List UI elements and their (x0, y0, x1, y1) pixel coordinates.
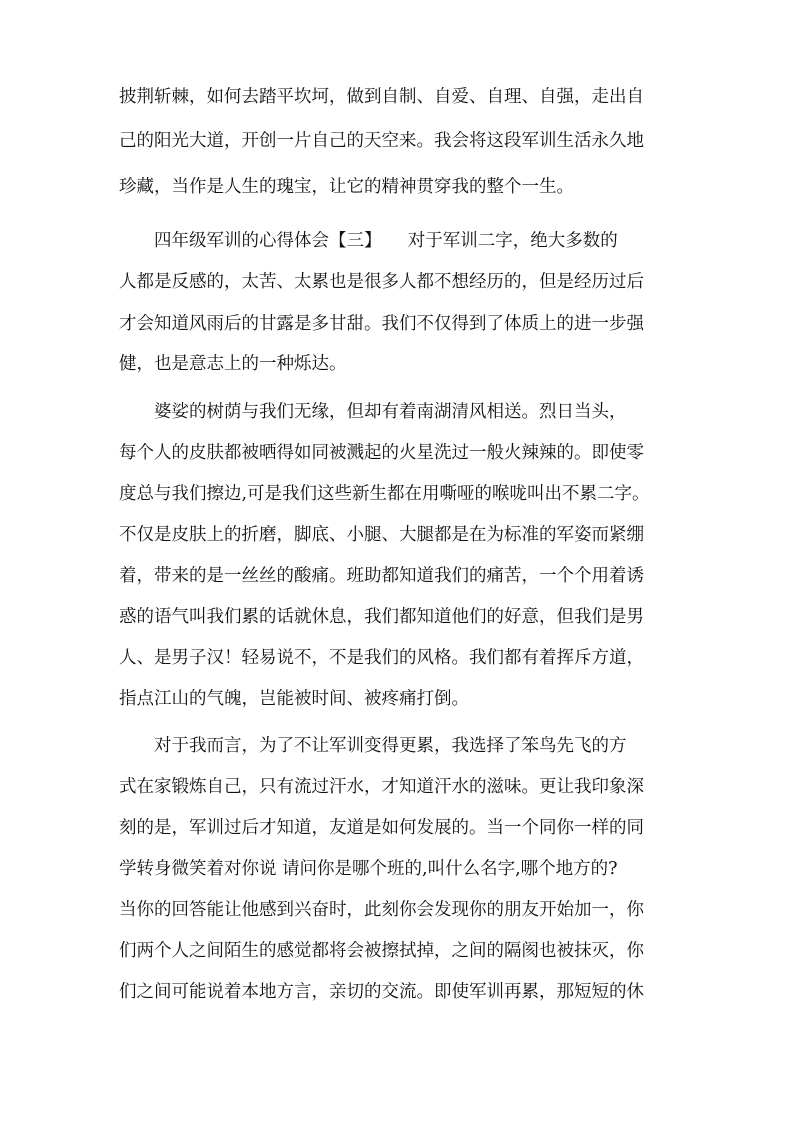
text-line: 们两个人之间陌生的感觉都将会被擦拭掉，之间的隔阂也被抹灭，你 (119, 941, 644, 961)
text-line: 们之间可能说着本地方言，亲切的交流。即使军训再累，那短短的休 (119, 982, 644, 1002)
text-line: 每个人的皮肤都被晒得如同被溅起的火星洗过一般火辣辣的。即使零 (119, 443, 644, 463)
paragraph-first-line: 婆娑的树荫与我们无缘，但却有着南湖清风相送。烈日当头， (154, 402, 627, 422)
paragraph-first-line: 对于我而言，为了不让军训变得更累，我选择了笨鸟先飞的方 (154, 736, 627, 756)
text-line: 当你的回答能让他感到兴奋时，此刻你会发现你的朋友开始加一，你 (119, 900, 644, 920)
text-line: 学转身微笑着对你说 请问你是哪个班的,叫什么名字,哪个地方的? (119, 859, 618, 879)
text-line: 刻的是，军训过后才知道，友道是如何发展的。当一个同你一样的同 (119, 818, 644, 838)
text-line: 指点江山的气魄，岂能被时间、被疼痛打倒。 (119, 689, 469, 709)
text-line: 着，带来的是一丝丝的酸痛。班助都知道我们的痛苦，一个个用着诱 (119, 566, 644, 586)
text-line: 度总与我们擦边,可是我们这些新生都在用嘶哑的喉咙叫出不累二字。 (119, 484, 650, 504)
text-line: 式在家锻炼自己，只有流过汗水，才知道汗水的滋味。更让我印象深 (119, 777, 644, 797)
text-line: 不仅是皮肤上的折磨，脚底、小腿、大腿都是在为标准的军姿而紧绷 (119, 525, 644, 545)
text-line: 惑的语气叫我们累的话就休息，我们都知道他们的好意，但我们是男 (119, 607, 644, 627)
text-line: 人都是反感的，太苦、太累也是很多人都不想经历的，但是经历过后 (119, 272, 644, 292)
text-line: 才会知道风雨后的甘露是多甘甜。我们不仅得到了体质上的进一步强 (119, 314, 644, 334)
text-line: 健，也是意志上的一种烁达。 (119, 354, 347, 374)
text-line: 披荆斩棘，如何去踏平坎坷，做到自制、自爱、自理、自强，走出自 (119, 87, 644, 107)
text-line: 珍藏，当作是人生的瑰宝，让它的精神贯穿我的整个一生。 (119, 177, 574, 197)
text-line: 己的阳光大道，开创一片自己的天空来。我会将这段军训生活永久地 (119, 131, 644, 151)
text-line: 人、是男子汉！轻易说不，不是我们的风格。我们都有着挥斥方道， (119, 648, 644, 668)
section-heading-line: 四年级军训的心得体会【三】 对于军训二字，绝大多数的 (154, 231, 618, 251)
